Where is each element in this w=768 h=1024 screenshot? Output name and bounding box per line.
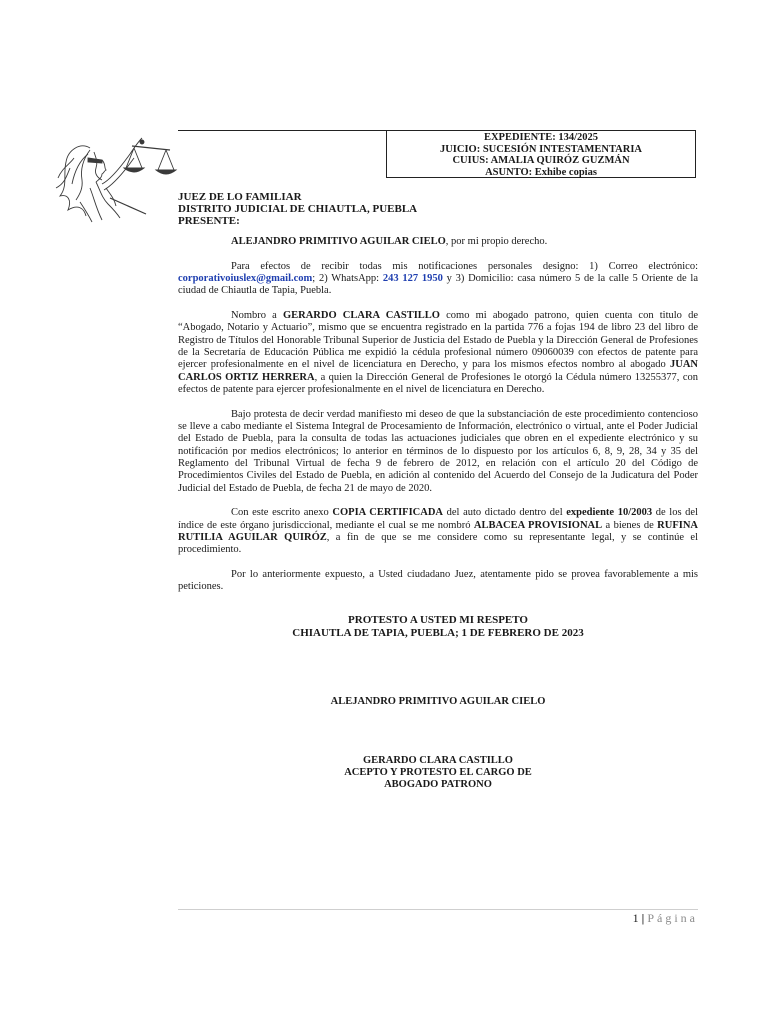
addressee-judge: JUEZ DE LO FAMILIAR bbox=[178, 191, 302, 203]
lawyer-text-3: , a quien la Dirección General de Profesiones le otorgó la Cédula número 13255377, con efectos de patente para ejercer profesionalmente en el nivel de licenciatura en Derecho. bbox=[178, 371, 698, 395]
lawyer-text-1: Nombro a bbox=[231, 310, 283, 322]
annex-bold-4: RUFINA RUTILIA AGUILAR QUIRÓZ bbox=[178, 519, 698, 543]
notifications-text-1: Para efectos de recibir todas mis notificaciones personales designo: 1) Correo electrónico: bbox=[231, 260, 698, 272]
justice-scales-icon bbox=[50, 128, 180, 224]
protest-paragraph: Bajo protesta de decir verdad manifiesto mi deseo de que la substanciación de este procedimiento contencioso se lleve a cabo mediante el Sistema Integral de Procesamiento de Información, electrónico o virtual, ante el Poder Judicial del Estado de Puebla, para la consulta de todas las actuaciones judiciales que obren en el expediente electrónico y su notificación por medios electrónicos; lo anterior en términos de lo dispuesto por los artículos 6, 8, 9, 28, 34 y 35 del Reglamento del Tribunal Virtual de fecha 9 de febrero de 2012, en relación con el artículo 20 del Código de Procedimientos Civiles del Estado de Puebla, en adición al contenido del Acuerdo del Consejo de la Judicatura del Poder Judicial del Estado de Puebla, de fecha 21 de mayo de 2020. bbox=[178, 408, 698, 494]
page-footer bbox=[633, 911, 698, 926]
petitioner-name: ALEJANDRO PRIMITIVO AGUILAR CIELO bbox=[231, 236, 446, 247]
closing-place-date: CHIAUTLA DE TAPIA, PUEBLA; 1 DE FEBRERO DE 2023 bbox=[292, 626, 584, 639]
closing-block bbox=[178, 614, 698, 639]
cuius-line: CUIUS: AMALIA QUIRÓZ GUZMÁN bbox=[452, 155, 630, 166]
footer-rule bbox=[178, 909, 698, 910]
asunto-line: ASUNTO: Exhibe copias bbox=[485, 166, 597, 178]
annex-text-3: de los del índice de este órgano jurisdiccional, mediante el cual se me nombró bbox=[178, 507, 698, 531]
signature-petitioner: ALEJANDRO PRIMITIVO AGUILAR CIELO bbox=[330, 696, 546, 707]
notifications-paragraph bbox=[178, 261, 698, 298]
intro-text: , por mi propio derecho. bbox=[445, 236, 548, 247]
expediente-line: EXPEDIENTE: 134/2025 bbox=[483, 132, 599, 143]
notifications-text-2: ; 2) WhatsApp: bbox=[312, 273, 383, 285]
footer-separator: | bbox=[641, 911, 645, 925]
signature-lawyer-name: GERARDO CLARA CASTILLO bbox=[363, 755, 513, 766]
closing-respect: PROTESTO A USTED MI RESPETO bbox=[348, 614, 528, 626]
request-paragraph: Por lo anteriormente expuesto, a Usted ciudadano Juez, atentamente pido se provea favorablemente a mis peticiones. bbox=[178, 569, 698, 593]
juicio-line: JUICIO: SUCESIÓN INTESTAMENTARIA bbox=[439, 143, 643, 155]
case-info-box bbox=[386, 130, 696, 178]
addressee-presente: PRESENTE: bbox=[178, 215, 240, 227]
annex-text-5: , a fin de que se me considere como su representante legal, y se continúe el procedimiento. bbox=[178, 531, 698, 556]
annex-text-4: a bienes de bbox=[602, 519, 658, 531]
lawyer-paragraph bbox=[178, 310, 698, 396]
annex-text-2: del auto dictado dentro del bbox=[443, 507, 567, 519]
whatsapp-number[interactable]: 243 127 1950 bbox=[382, 273, 443, 285]
annex-text-1: Con este escrito anexo bbox=[231, 507, 333, 519]
email-link[interactable]: corporativoiuslex@gmail.com bbox=[178, 273, 313, 285]
signature-lawyer-accept: ACEPTO Y PROTESTO EL CARGO DE bbox=[344, 767, 532, 779]
addressee-block bbox=[178, 191, 417, 227]
annex-bold-1: COPIA CERTIFICADA bbox=[332, 507, 444, 519]
lawyer-text-2: como mi abogado patrono, quien cuenta con titulo de “Abogado, Notario y Actuario”, mismo que se encuentra registrado en la partida 776 a fojas 194 de libro 23 del libro de Registro de Títulos del Honorable Tribunal Superior de Justicia del Estado de Puebla y la Dirección General de Profesiones de la Secretaría de Educación Pública me expidió la cédula profesional número 09060039 con efectos de patente para ejercer profesionalmente en el nivel de licenciatura en Derecho, y para los mismos efectos nombro al abogado bbox=[178, 310, 698, 371]
annex-bold-2: expediente 10/2003 bbox=[566, 507, 653, 519]
lawyer-name-2: JUAN CARLOS ORTIZ HERRERA bbox=[178, 359, 698, 383]
notifications-text-3: y 3) Domicilio: casa número 5 de la calle 5 Oriente de la ciudad de Chiautla de Tapia, Puebla. bbox=[178, 273, 698, 297]
signature-lawyer-role: ABOGADO PATRONO bbox=[384, 779, 492, 791]
signature-lawyer-block bbox=[178, 755, 698, 792]
intro-paragraph bbox=[178, 236, 698, 248]
page-label: Página bbox=[647, 911, 698, 925]
lawyer-name-1: GERARDO CLARA CASTILLO bbox=[282, 310, 440, 322]
annex-bold-3: ALBACEA PROVISIONAL bbox=[473, 519, 603, 531]
annex-paragraph bbox=[178, 507, 698, 556]
page-number: 1 bbox=[632, 911, 639, 925]
document-body bbox=[178, 236, 698, 606]
addressee-district: DISTRITO JUDICIAL DE CHIAUTLA, PUEBLA bbox=[178, 203, 418, 215]
